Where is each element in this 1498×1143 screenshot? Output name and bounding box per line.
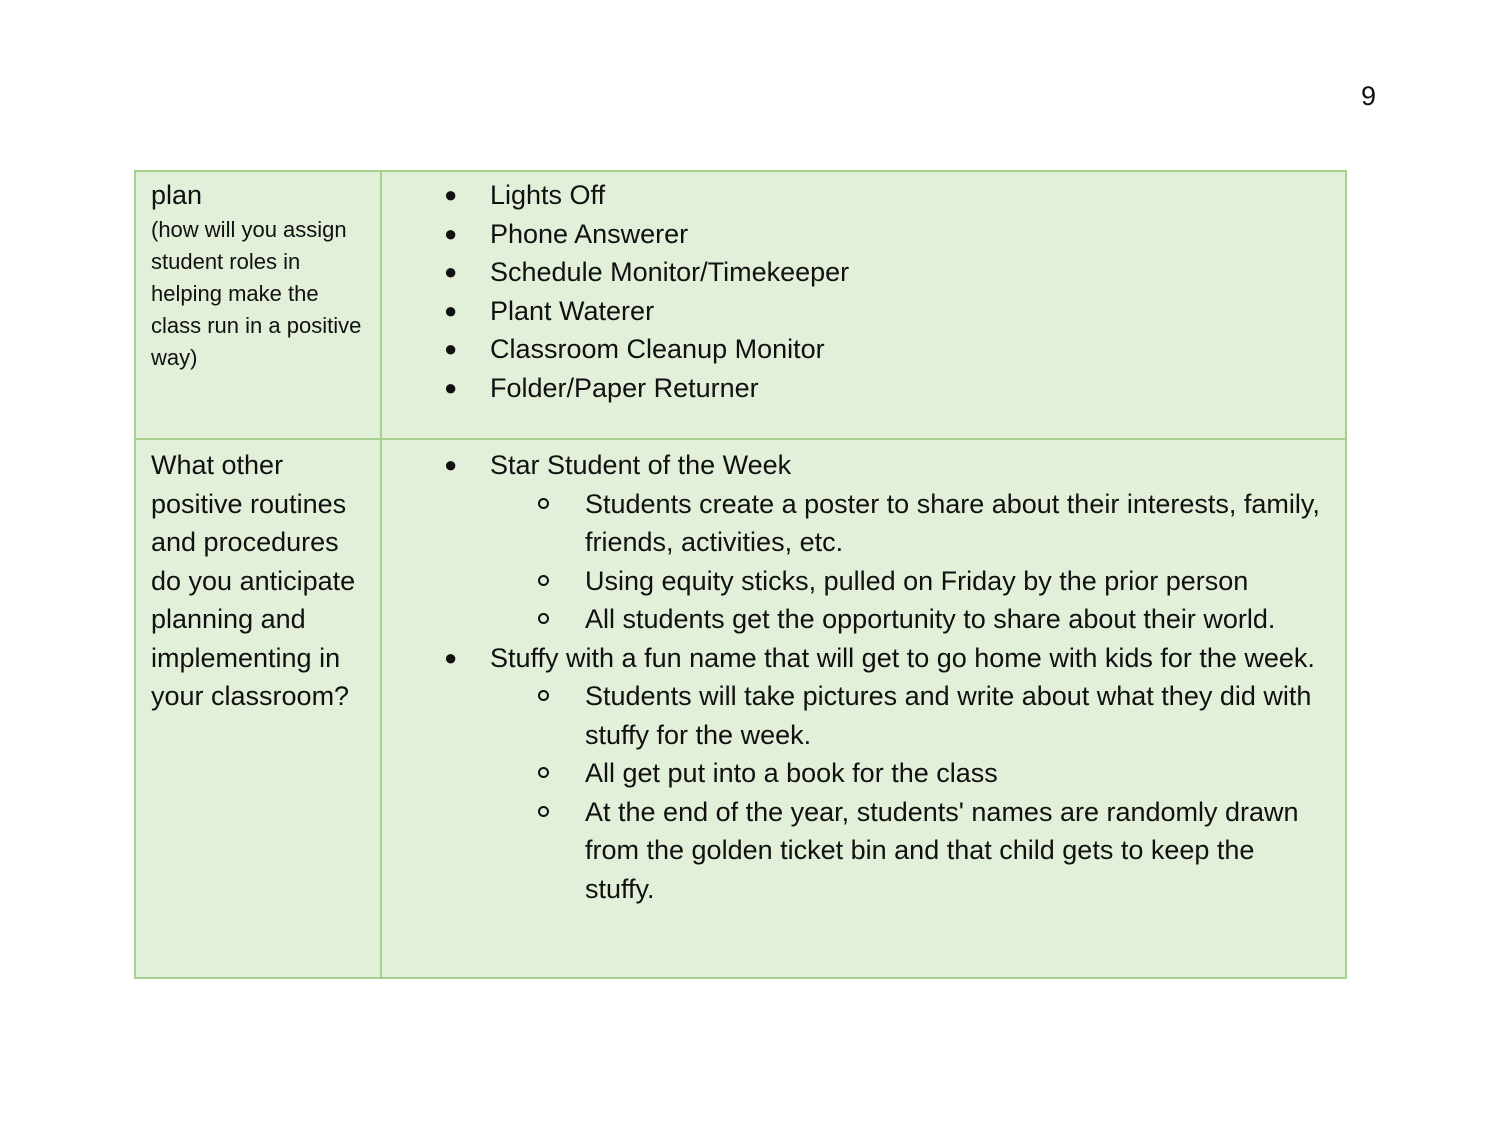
list-item (382, 253, 1325, 292)
circle-bullet-icon (538, 575, 549, 586)
bullet-icon: ● (444, 220, 458, 246)
bullet-icon: ● (444, 336, 458, 361)
sub-list-item (490, 562, 1325, 601)
bullet-icon: ● (444, 644, 458, 670)
list-item (382, 176, 1325, 215)
row-content-cell (381, 439, 1346, 978)
sub-list-item-text: At the end of the year, students' names are randomly drawn from the golden ticket bin and that child gets to keep the stuffy. (585, 796, 1299, 904)
circle-bullet-icon (538, 690, 549, 701)
circle-bullet-icon (538, 806, 549, 817)
sub-list-item-text: Students create a poster to share about their interests, family, friends, activities, etc. (585, 488, 1320, 557)
row-content-cell (381, 171, 1346, 439)
sub-list-item-text: All get put into a book for the class (585, 758, 998, 788)
sub-list-item (490, 600, 1325, 639)
bullet-icon: ● (444, 374, 458, 400)
sub-list-item (490, 485, 1325, 562)
list-item (382, 330, 1325, 369)
planning-table (134, 170, 1347, 979)
row-label-title: What other positive routines and procedures do you anticipate planning and implementing in your classroom? (151, 450, 356, 711)
circle-bullet-icon (538, 767, 549, 778)
sub-bullet-list (490, 677, 1325, 908)
table-row (135, 171, 1346, 439)
page-number: 9 (1361, 81, 1377, 111)
bullet-icon: ● (444, 452, 458, 477)
sub-bullet-list (490, 485, 1325, 639)
list-item-text: Lights Off (490, 180, 606, 210)
bullet-list (382, 176, 1325, 407)
sub-list-item-text: Students will take pictures and write about what they did with stuffy for the week. (585, 681, 1312, 750)
bullet-icon: ● (444, 182, 458, 207)
list-item (382, 639, 1325, 909)
bullet-icon: ● (444, 259, 458, 284)
list-item (382, 215, 1325, 254)
sub-list-item-text: Using equity sticks, pulled on Friday by the prior person (585, 565, 1249, 596)
row-label-note: (how will you assign student roles in helping make the class run in a positive way) (151, 217, 362, 370)
list-item-text: Star Student of the Week (490, 450, 792, 480)
row-label-cell (135, 439, 381, 978)
list-item-text: Stuffy with a fun name that will get to go home with kids for the week. (490, 642, 1315, 673)
list-item-text: Classroom Cleanup Monitor (490, 334, 825, 364)
list-item (382, 292, 1325, 331)
row-label-title: plan (151, 180, 203, 210)
circle-bullet-icon (538, 498, 549, 509)
sub-list-item (490, 677, 1325, 754)
bullet-icon: ● (444, 297, 458, 323)
list-item (382, 446, 1325, 639)
list-item-text: Plant Waterer (490, 295, 655, 326)
sub-list-item (490, 754, 1325, 793)
list-item-text: Folder/Paper Returner (490, 372, 759, 403)
table-row (135, 439, 1346, 978)
row-label-cell (135, 171, 381, 439)
list-item-text: Phone Answerer (490, 218, 689, 249)
bullet-list (382, 444, 1325, 908)
list-item (382, 369, 1325, 408)
circle-bullet-icon (538, 613, 549, 624)
list-item-text: Schedule Monitor/Timekeeper (490, 257, 850, 287)
sub-list-item-text: All students get the opportunity to share about their world. (585, 604, 1276, 634)
sub-list-item (490, 793, 1325, 909)
